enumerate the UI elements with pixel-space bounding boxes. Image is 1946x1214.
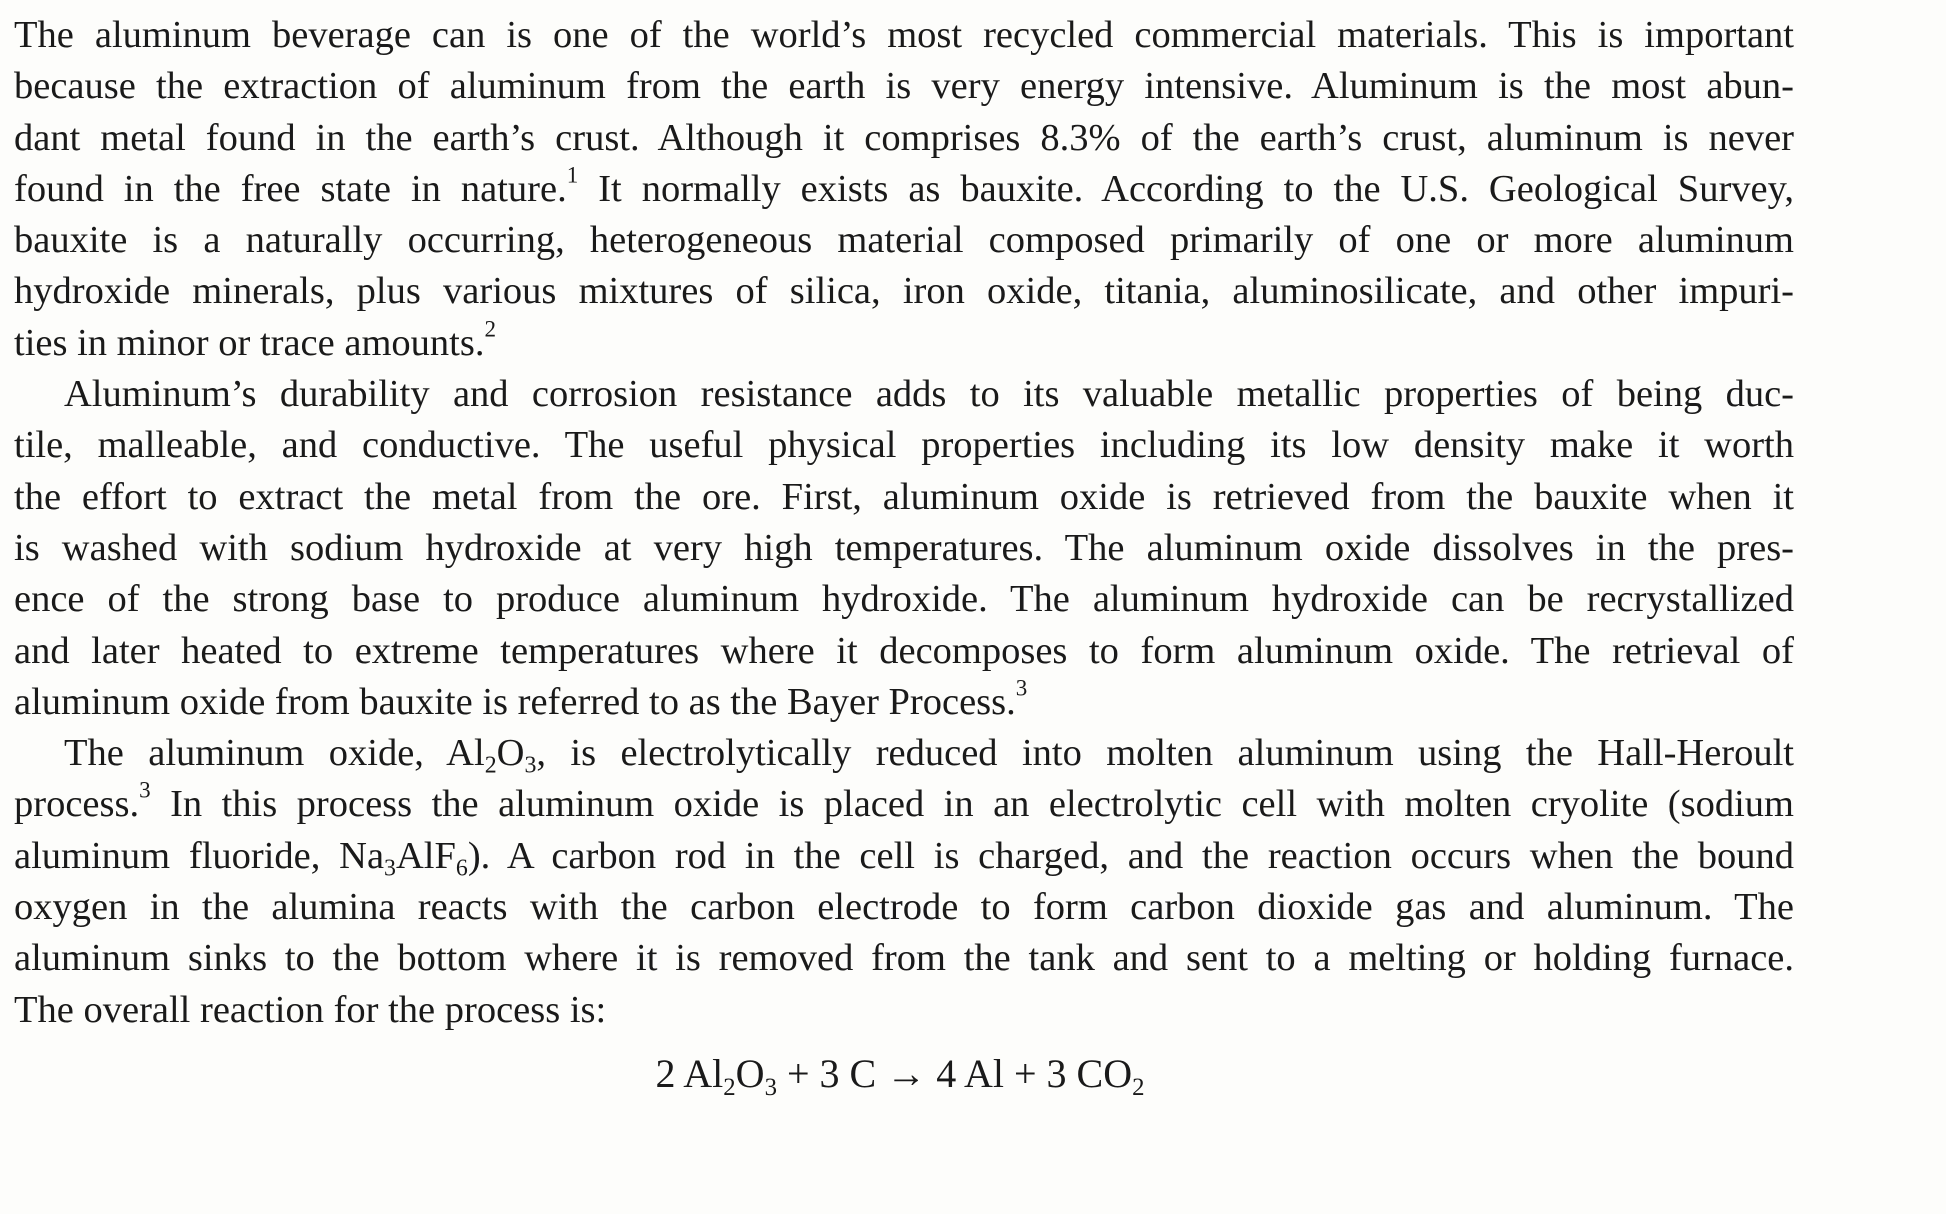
text-line: [14, 161, 1795, 215]
subscript: 3: [384, 855, 396, 882]
text-line: is washed with sodium hydroxide at very high temperatures. The aluminum oxide dissolves in the pres-: [14, 526, 1794, 569]
text-line: Aluminum’s durability and corrosion resistance adds to its valuable metallic properties of being duc-: [64, 373, 1794, 416]
text-segment: process.: [14, 783, 140, 826]
document-body: [14, 10, 1794, 1036]
chemical-equation: [0, 1048, 1800, 1100]
text-segment: found in the free state in nature.: [14, 167, 567, 210]
text-segment: ties in minor or trace amounts.: [14, 321, 485, 364]
text-segment: O: [496, 732, 525, 775]
equation-part: O: [735, 1051, 765, 1096]
text-line: [14, 776, 1794, 830]
text-line: and later heated to extreme temperatures where it decomposes to form aluminum oxide. The retrieval of: [14, 629, 1794, 672]
text-segment: It normally exists as bauxite. According to the U.S. Geological Survey,: [578, 167, 1795, 210]
text-line: oxygen in the alumina reacts with the carbon electrode to form carbon dioxide gas and aluminum. The: [14, 886, 1794, 929]
paragraph-3: [14, 728, 1794, 1036]
text-line: The aluminum beverage can is one of the world’s most recycled commercial materials. This is important: [14, 14, 1794, 56]
paragraph-1: [14, 10, 1794, 369]
text-line: hydroxide minerals, plus various mixtures of silica, iron oxide, titania, aluminosilicate, and other impuri-: [14, 270, 1794, 313]
text-segment: ). A carbon rod in the cell is charged, and the reaction occurs when the bound: [467, 834, 1794, 877]
footnote-ref: 3: [1015, 674, 1028, 701]
text-line: because the extraction of aluminum from the earth is very energy intensive. Aluminum is the most abun-: [14, 65, 1794, 108]
text-line: [14, 831, 1794, 882]
text-line: The overall reaction for the process is:: [14, 988, 607, 1031]
text-segment: , is electrolytically reduced into molten aluminum using the Hall-Heroult: [536, 732, 1795, 775]
text-line: the effort to extract the metal from the ore. First, aluminum oxide is retrieved from the bauxite when it: [14, 475, 1794, 518]
text-line: bauxite is a naturally occurring, heterogeneous material composed primarily of one or more aluminum: [14, 219, 1794, 262]
footnote-ref: 2: [484, 315, 496, 342]
text-segment: aluminum oxide from bauxite is referred to as the Bayer Process.: [14, 680, 1016, 723]
paragraph-2: [14, 369, 1794, 728]
text-line: ence of the strong base to produce aluminum hydroxide. The aluminum hydroxide can be recrystallized: [14, 578, 1794, 621]
text-line: aluminum sinks to the bottom where it is removed from the tank and sent to a melting or holding furnace.: [14, 937, 1794, 980]
footnote-ref: 1: [566, 161, 579, 188]
text-line: [14, 674, 1794, 728]
subscript: 6: [455, 855, 468, 882]
text-line: [14, 315, 1794, 369]
subscript: 2: [1132, 1073, 1145, 1101]
subscript: 2: [723, 1073, 736, 1101]
footnote-ref: 3: [139, 776, 151, 803]
subscript: 3: [524, 752, 537, 779]
equation-part: + 3 C → 4 Al + 3 CO: [776, 1051, 1133, 1096]
text-segment: In this process the aluminum oxide is placed in an electrolytic cell with molten cryolite (sodium: [150, 783, 1794, 826]
text-line: dant metal found in the earth’s crust. Although it comprises 8.3% of the earth’s crust, aluminum is never: [14, 116, 1794, 159]
text-segment: The aluminum oxide, Al: [64, 732, 485, 775]
text-segment: AlF: [395, 834, 456, 877]
text-segment: aluminum fluoride, Na: [14, 834, 385, 877]
subscript: 3: [764, 1073, 777, 1101]
equation-part: 2 Al: [655, 1051, 724, 1096]
text-line: [14, 728, 1794, 779]
subscript: 2: [484, 752, 497, 779]
text-line: tile, malleable, and conductive. The useful physical properties including its low density make it worth: [14, 424, 1794, 467]
